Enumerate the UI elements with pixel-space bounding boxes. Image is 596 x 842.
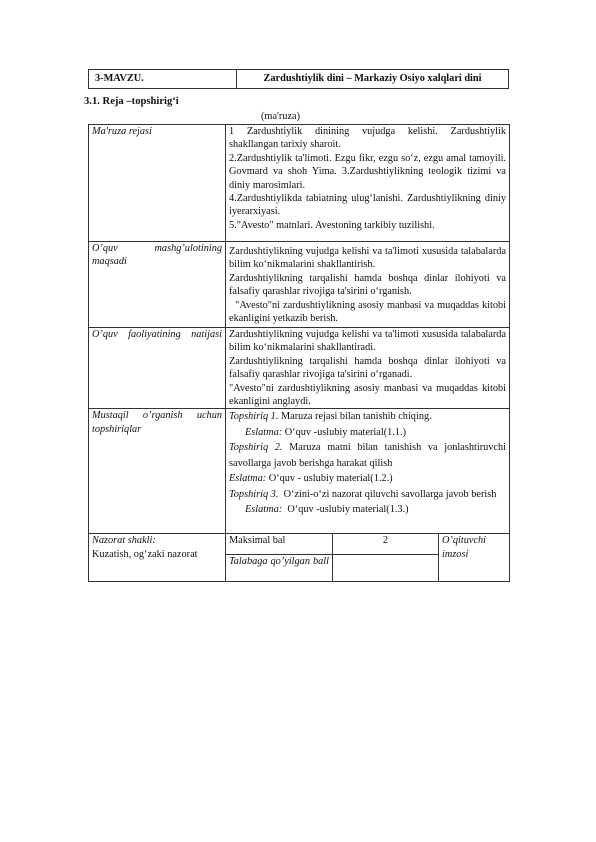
plan-item-1: 1 Zardushtiylik dinining vujudga kelishi. Zardushtiylik shakllangan tarixiy sharoit. bbox=[229, 126, 507, 151]
table-row-goal bbox=[89, 242, 510, 328]
topic-title: Zardushtiylik dini – Markaziy Osiyo xalqlari dini bbox=[237, 70, 509, 89]
row-label-goal: O’quv mashg’ulotining maqsadi bbox=[89, 242, 226, 328]
result-content bbox=[226, 328, 510, 409]
task-2 bbox=[229, 440, 506, 471]
task-2-note-text: O‘quv - uslubiy material(1.2.) bbox=[266, 473, 393, 485]
task-3-note-label: Eslatma: bbox=[245, 504, 283, 516]
table-row-tasks bbox=[89, 409, 510, 534]
goal-line-1: Zardushtiylikning vujudga kelishi va ta'limoti xususida talabalarda bilim ko‘nikmalarini shakllantirish. bbox=[229, 246, 507, 271]
result-line-3: "Avesto"ni zardushtiylikning asosiy manbasi va muqaddas kitobi ekanligini anglaydi. bbox=[229, 382, 507, 408]
result-line-1: Zardushtiylikning vujudga kelishi va ta'limoti xususida talabalarda bilim ko‘nikmalarini shakllantiradi. bbox=[229, 329, 507, 354]
task-1-label: Topshiriq 1. bbox=[229, 411, 279, 423]
lesson-plan-table bbox=[88, 124, 510, 582]
row-label-tasks: Mustaqil o’rganish uchun topshiriqlar bbox=[89, 409, 226, 534]
task-3-note-text: O‘quv -uslubiy material(1.3.) bbox=[282, 504, 409, 516]
student-score-label: Talabaga qo’yilgan ball bbox=[226, 555, 333, 582]
plan-item-5: 5."Avesto" matnlari. Avestoning tarkibiy tuzilishi. bbox=[229, 219, 435, 231]
student-score-value bbox=[333, 555, 439, 582]
task-3-note bbox=[229, 502, 506, 518]
task-2-text: Maruza matni bilan tanishish va jonlashtiruvchi savollarga javob berishga harakat qilish bbox=[229, 442, 507, 469]
table-row-control bbox=[89, 534, 510, 555]
task-3-label: Topshiriq 3. bbox=[229, 488, 279, 500]
task-1-text: Maruza rejasi bilan tanishib chiqing. bbox=[278, 411, 432, 423]
max-score-value: 2 bbox=[333, 534, 439, 555]
control-form-label: Nazorat shakli: bbox=[92, 535, 156, 547]
task-3-text: O‘zini-o‘zi nazorat qiluvchi savollarga javob berish bbox=[278, 488, 497, 500]
plan-item-4: 4.Zardushtiylikda tabiatning ulug‘lanishi. Zardushtiylikning diniy iyerarxiyasi. bbox=[229, 193, 507, 218]
task-2-label: Topshiriq 2. bbox=[229, 442, 283, 454]
row-label-control bbox=[89, 534, 226, 582]
topic-number: 3-MAVZU. bbox=[89, 70, 237, 89]
max-score-label: Maksimal bal bbox=[226, 534, 333, 555]
task-2-note-label: Eslatma: bbox=[229, 473, 267, 485]
topic-header-table bbox=[88, 69, 509, 89]
result-line-2: Zardushtiylikning tarqalishi hamda boshqa dinlar ilohiyoti va falsafiy qarashlar rivojiga ta'sirini o‘rganadi. bbox=[229, 355, 507, 381]
control-form-value: Kuzatish, og‘zaki nazorat bbox=[92, 548, 198, 560]
row-label-plan: Ma'ruza rejasi bbox=[89, 125, 226, 242]
task-1 bbox=[229, 409, 506, 425]
task-1-note-text: O‘quv -uslubiy material(1.1.) bbox=[282, 426, 407, 438]
task-1-note-label: Eslatma: bbox=[245, 426, 283, 438]
row-label-result: O’quv faoliyatining natijasi bbox=[89, 328, 226, 409]
goal-content bbox=[226, 242, 510, 328]
goal-line-3: "Avesto"ni zardushtiylikning asosiy manbasi va muqaddas kitobi ekanligini yetkazib berish. bbox=[229, 299, 509, 325]
teacher-signature-label: O’qituvchi imzosi bbox=[439, 534, 510, 582]
task-1-note bbox=[229, 425, 506, 441]
table-row-result bbox=[89, 328, 510, 409]
tasks-content bbox=[226, 409, 510, 534]
plan-item-2: 2.Zardushtiylik ta'limoti. Ezgu fikr, ezgu so‘z, ezgu amal tamoyili. Govmard va shoh Yima. 3.Zardushtiylikning teologik tizimi va diniy marosimlari. bbox=[229, 152, 507, 191]
section-heading: 3.1. Reja –topshirig‘i bbox=[84, 96, 179, 107]
task-3 bbox=[229, 487, 506, 503]
table-row-plan bbox=[89, 125, 510, 242]
goal-line-2: Zardushtiylikning tarqalishi hamda boshqa dinlar ilohiyoti va falsafiy qarashlar rivojiga ta'sirini o‘rganish. bbox=[229, 272, 507, 298]
table-caption: (ma'ruza) bbox=[261, 111, 301, 122]
plan-content bbox=[226, 125, 510, 242]
task-2-note bbox=[229, 471, 506, 487]
